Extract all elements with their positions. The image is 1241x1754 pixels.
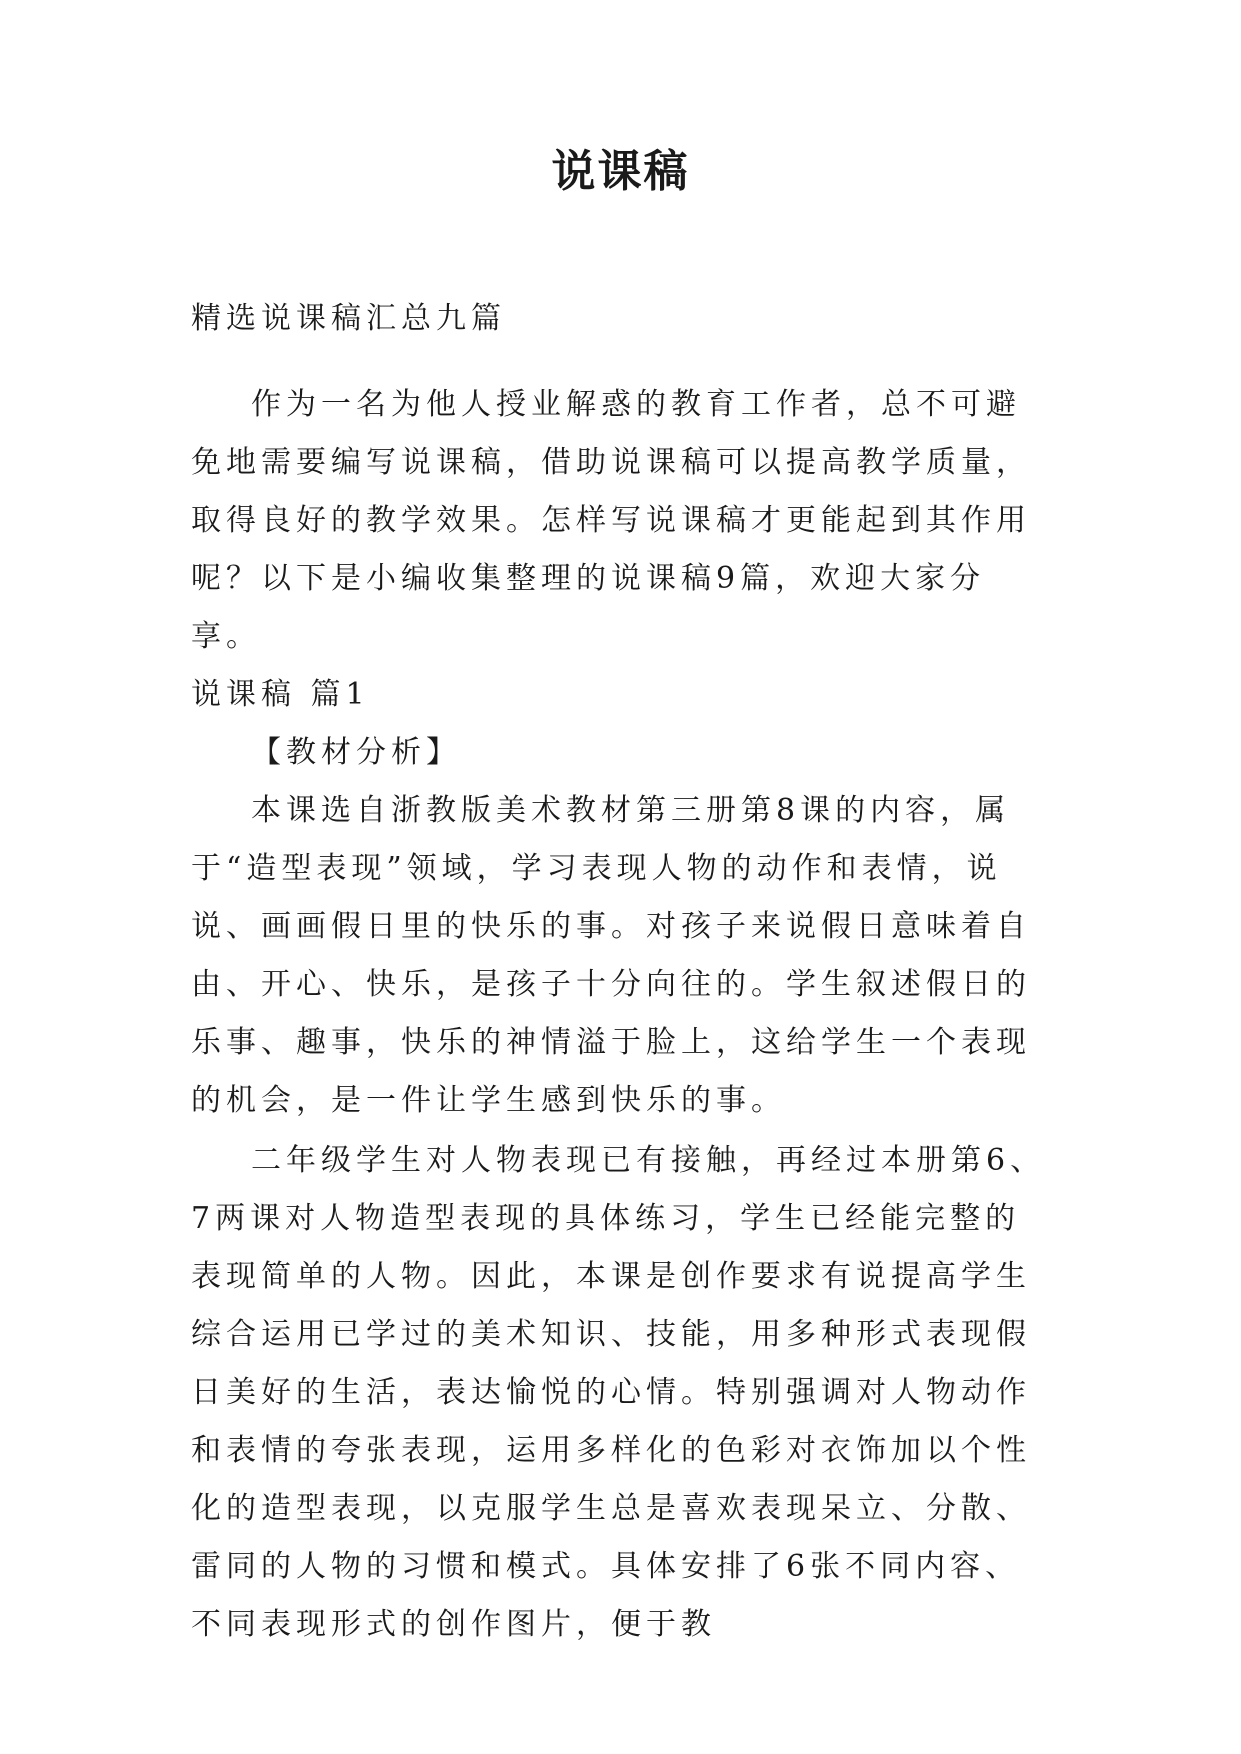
document-subtitle: 精选说课稿汇总九篇 xyxy=(191,301,506,336)
section-heading: 说课稿 篇1 xyxy=(191,677,370,712)
document-title: 说课稿 xyxy=(551,146,690,197)
section-label: 【教材分析】 xyxy=(251,735,461,770)
document-body xyxy=(191,290,1051,1654)
body-paragraph-2: 二年级学生对人物表现已有接触，再经过本册第6、7两课对人物造型表现的具体练习，学生已经能完整的表现简单的人物。因此，本课是创作要求有说提高学生综合运用已学过的美术知识、技能，用多种形式表现假日美好的生活，表达愉悦的心情。特别强调对人物动作和表情的夸张表现，运用多样化的色彩对衣饰加以个性化的造型表现，以克服学生总是喜欢表现呆立、分散、雷同的人物的习惯和模式。具体安排了6张不同内容、不同表现形式的创作图片，便于教 xyxy=(191,1143,1046,1642)
body-paragraph-1: 本课选自浙教版美术教材第三册第8课的内容，属于“造型表现”领域，学习表现人物的动作和表情，说说、画画假日里的快乐的事。对孩子来说假日意味着自由、开心、快乐，是孩子十分向往的。学生叙述假日的乐事、趣事，快乐的神情溢于脸上，这给学生一个表现的机会，是一件让学生感到快乐的事。 xyxy=(191,793,1031,1118)
intro-paragraph: 作为一名为他人授业解惑的教育工作者，总不可避免地需要编写说课稿，借助说课稿可以提高教学质量，取得良好的教学效果。怎样写说课稿才更能起到其作用呢？以下是小编收集整理的说课稿9篇，欢迎大家分享。 xyxy=(191,387,1031,654)
